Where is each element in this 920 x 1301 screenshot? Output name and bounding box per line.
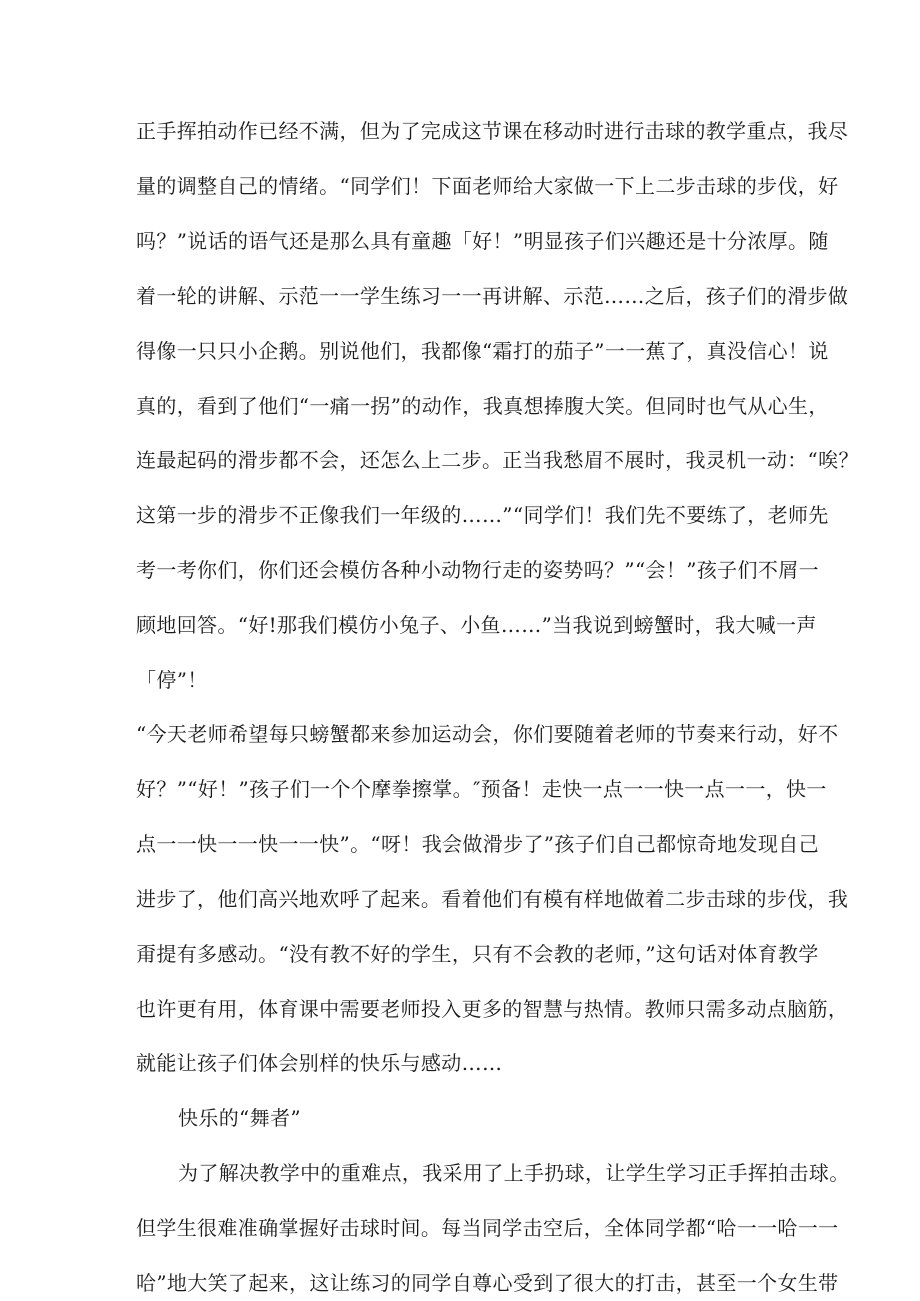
text-line: 量的调整自己的情绪。“同学们！下面老师给大家做一下上二步击球的步伐，好 <box>136 174 839 198</box>
text-line: 哈”地大笑了起来，这让练习的同学自尊心受到了很大的打击，甚至一个女生带 <box>136 1271 839 1295</box>
text-line: 这第一步的滑步不正像我们一年级的……”“同学们！我们先不要练了，老师先 <box>136 503 829 527</box>
text-line: 好？”“好！”孩子们一个个摩拳擦掌。″预备！走快一点一一快一点一一，快一 <box>136 777 827 801</box>
text-line: 但学生很难准确掌握好击球时间。每当同学击空后，全体同学都“哈一一哈一一 <box>136 1216 839 1240</box>
text-line: 吗？”说话的语气还是那么具有童趣「好！”明显孩子们兴趣还是十分浓厚。随 <box>136 229 829 253</box>
text-line: 甭提有多感动。“没有教不好的学生，只有不会教的老师，”这句话对体育教学 <box>136 942 819 966</box>
text-line: 也许更有用，体育课中需要老师投入更多的智慧与热情。教师只需多动点脑筋， <box>136 997 849 1021</box>
text-line: 顾地回答。“好!那我们模仿小兔子、小鱼……”当我说到螃蟹时，我大喊一声 <box>136 613 817 637</box>
text-line: 为了解决教学中的重难点，我采用了上手扔球，让学生学习正手挥拍击球。 <box>178 1161 850 1185</box>
text-line: 真的，看到了他们“一痛一拐”的动作，我真想捧腹大笑。但同时也气从心生， <box>136 394 829 418</box>
text-line: 考一考你们，你们还会模仿各种小动物行走的姿势吗？”“会！”孩子们不屑一 <box>136 558 819 582</box>
text-line: 点一一快一一快一一快”。“呀！我会做滑步了”孩子们自己都惊奇地发现自己 <box>136 832 819 856</box>
text-line: 「停”！ <box>136 668 208 692</box>
text-line: 进步了，他们高兴地欢呼了起来。看着他们有模有样地做着二步击球的步伐，我 <box>136 887 849 911</box>
text-line: 着一轮的讲解、示范一一学生练习一一再讲解、示范……之后，孩子们的滑步做 <box>136 284 849 308</box>
section-heading: 快乐的“舞者” <box>178 1106 301 1130</box>
text-line: 正手挥拍动作已经不满，但为了完成这节课在移动时进行击球的教学重点，我尽 <box>136 119 849 143</box>
text-line: 连最起码的滑步都不会，还怎么上二步。正当我愁眉不展时，我灵机一动：“唉？ <box>136 448 859 472</box>
text-line: “今天老师希望每只螃蟹都来参加运动会，你们要随着老师的节奏来行动，好不 <box>136 722 839 746</box>
text-line: 就能让孩子们体会别样的快乐与感动…… <box>136 1051 503 1075</box>
text-line: 得像一只只小企鹅。别说他们，我都像“霜打的茄子”一一蕉了，真没信心！说 <box>136 339 829 363</box>
